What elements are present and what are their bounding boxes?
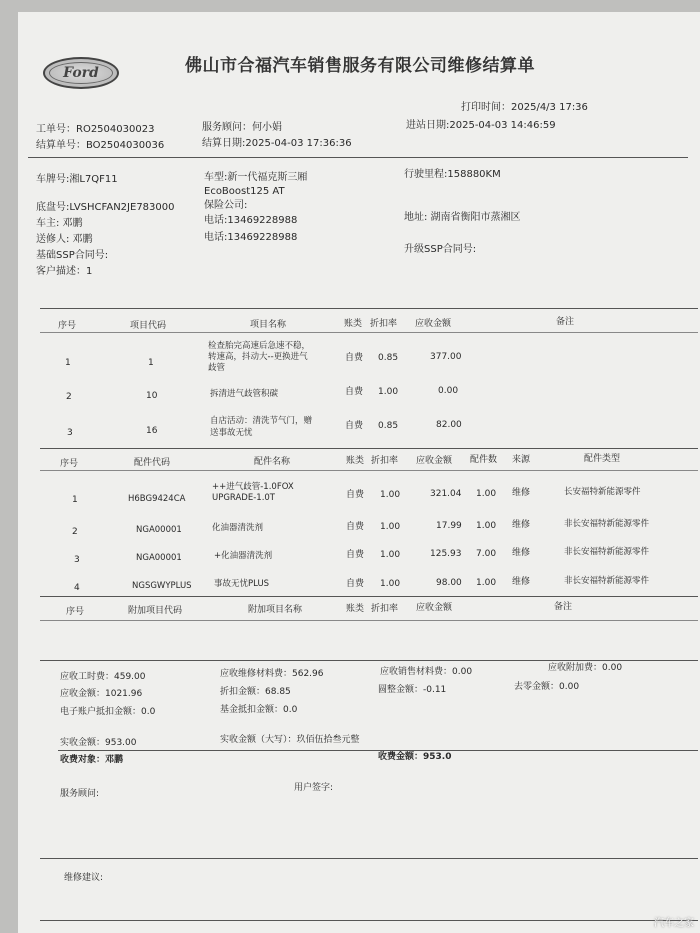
parts-row-4-code: NGSGWYPLUS bbox=[132, 581, 192, 591]
summary-top bbox=[40, 660, 698, 661]
parts-row-2-type: 非长安福特新能源零件 bbox=[564, 519, 650, 529]
addition-fee: 应收附加费：0.00 bbox=[548, 663, 623, 673]
labor-header-remark: 备注 bbox=[556, 317, 575, 327]
labor-row-3-discount: 0.85 bbox=[378, 421, 399, 431]
user-signature: 用户签字: bbox=[294, 783, 334, 793]
labor-row-2-no: 2 bbox=[66, 392, 72, 402]
parts-header-source: 来源 bbox=[512, 455, 531, 465]
service-advisor: 服务顾问：何小娟 bbox=[202, 122, 282, 133]
parts-row-4-amount: 98.00 bbox=[436, 578, 462, 588]
settlement-sheet bbox=[18, 12, 700, 933]
parts-row-3-amount: 125.93 bbox=[430, 549, 462, 559]
labor-row-3-amount: 82.00 bbox=[436, 420, 462, 430]
parts-row-3-qty: 7.00 bbox=[476, 549, 497, 559]
payer: 收费对象：邓鹏 bbox=[60, 755, 124, 765]
parts-row-3-type: 非长安福特新能源零件 bbox=[564, 547, 650, 557]
extra-table-top bbox=[40, 596, 698, 597]
extra-header-line bbox=[40, 620, 698, 621]
parts-row-1-discount: 1.00 bbox=[380, 490, 401, 500]
basic-ssp: 基础SSP合同号: bbox=[36, 250, 109, 261]
parts-header-name: 配件名称 bbox=[254, 457, 291, 467]
parts-row-2-amount: 17.99 bbox=[436, 521, 462, 531]
parts-row-3-no: 3 bbox=[74, 555, 80, 565]
labor-row-3-name: 自店活动：清洗节气门，赠 送事故无忧 bbox=[210, 416, 313, 438]
extra-header-amount: 应收金额 bbox=[416, 603, 453, 613]
parts-row-2-source: 维修 bbox=[512, 520, 531, 530]
parts-header-qty: 配件数 bbox=[470, 455, 498, 465]
advisor-signature: 服务顾问: bbox=[60, 789, 100, 799]
parts-header-amount: 应收金额 bbox=[416, 456, 453, 466]
parts-row-2-account: 自费 bbox=[346, 522, 365, 532]
arrival-date: 进站日期:2025-04-03 14:46:59 bbox=[406, 120, 556, 131]
labor-header-name: 项目名称 bbox=[250, 320, 287, 330]
labor-row-1-code: 1 bbox=[148, 358, 154, 368]
sales-material-fee: 应收销售材料费：0.00 bbox=[380, 667, 473, 677]
parts-table-top bbox=[40, 448, 698, 449]
settlement-no: 结算单号：BO2504030036 bbox=[36, 140, 165, 151]
sender: 送修人: 邓鹏 bbox=[36, 234, 93, 245]
fund-deduction: 基金抵扣金额：0.0 bbox=[220, 705, 298, 715]
repair-material-fee: 应收维修材料费：562.96 bbox=[220, 669, 324, 679]
extra-header-discount: 折扣率 bbox=[371, 604, 399, 614]
vin: 底盘号:LVSHCFAN2JE783000 bbox=[36, 202, 175, 213]
labor-row-3-code: 16 bbox=[146, 426, 158, 436]
parts-header-type: 配件类型 bbox=[584, 454, 621, 464]
parts-row-4-account: 自费 bbox=[346, 579, 365, 589]
labor-row-1-amount: 377.00 bbox=[430, 352, 462, 362]
parts-row-2-name: 化油器清洗剂 bbox=[212, 523, 264, 533]
labor-header-account: 账类 bbox=[344, 319, 363, 329]
actual-amount: 实收金额：953.00 bbox=[60, 738, 137, 748]
owner-phone: 电话:13469228988 bbox=[204, 215, 298, 226]
mileage: 行驶里程:158880KM bbox=[404, 169, 501, 180]
rounding-amount: 圆整金额：-0.11 bbox=[378, 685, 447, 695]
parts-header-discount: 折扣率 bbox=[371, 456, 399, 466]
parts-row-1-code: H6BG9424CA bbox=[128, 494, 186, 504]
parts-row-3-code: NGA00001 bbox=[136, 553, 182, 563]
extra-header-remark: 备注 bbox=[554, 602, 573, 612]
car-model-engine: EcoBoost125 AT bbox=[204, 186, 285, 197]
labor-header-code: 项目代码 bbox=[130, 321, 167, 331]
extra-header-code: 附加项目代码 bbox=[128, 606, 183, 616]
ford-logo bbox=[43, 57, 119, 89]
parts-row-4-type: 非长安福特新能源零件 bbox=[564, 576, 650, 586]
extra-header-name: 附加项目名称 bbox=[248, 605, 303, 615]
labor-row-1-name: 检查胎完高速后急速不稳， 转速高，抖动大--更换进气 歧管 bbox=[208, 341, 311, 373]
receivable-amount: 应收金额：1021.96 bbox=[60, 689, 143, 699]
parts-row-3-source: 维修 bbox=[512, 548, 531, 558]
parts-header-no: 序号 bbox=[60, 459, 79, 469]
labor-row-2-amount: 0.00 bbox=[438, 386, 459, 396]
upgrade-ssp: 升级SSP合同号: bbox=[404, 244, 477, 255]
labor-row-2-discount: 1.00 bbox=[378, 387, 399, 397]
parts-row-1-amount: 321.04 bbox=[430, 489, 462, 499]
parts-row-1-qty: 1.00 bbox=[476, 489, 497, 499]
sender-phone: 电话:13469228988 bbox=[204, 232, 298, 243]
actual-amount-uppercase: 实收金额（大写）：玖佰伍拾叁元整 bbox=[220, 735, 360, 745]
extra-header-no: 序号 bbox=[66, 607, 85, 617]
watermark: 汽车之家 bbox=[654, 918, 694, 929]
parts-row-4-qty: 1.00 bbox=[476, 578, 497, 588]
labor-row-1-account: 自费 bbox=[345, 353, 364, 363]
parts-row-1-source: 维修 bbox=[512, 488, 531, 498]
settlement-date: 结算日期:2025-04-03 17:36:36 bbox=[202, 138, 352, 149]
labor-header-no: 序号 bbox=[58, 321, 77, 331]
labor-row-3-no: 3 bbox=[67, 428, 73, 438]
ford-logo-text: Ford bbox=[49, 62, 113, 84]
parts-row-2-code: NGA00001 bbox=[136, 525, 182, 535]
parts-row-4-source: 维修 bbox=[512, 577, 531, 587]
parts-row-4-discount: 1.00 bbox=[380, 579, 401, 589]
parts-row-2-qty: 1.00 bbox=[476, 521, 497, 531]
labor-row-2-code: 10 bbox=[146, 391, 158, 401]
labor-fee: 应收工时费：459.00 bbox=[60, 672, 146, 682]
suggestion-bottom bbox=[40, 920, 698, 921]
extra-header-account: 账类 bbox=[346, 604, 365, 614]
parts-row-1-no: 1 bbox=[72, 495, 78, 505]
owner: 车主: 邓鹏 bbox=[36, 218, 83, 229]
divider bbox=[28, 157, 688, 158]
labor-row-1-discount: 0.85 bbox=[378, 353, 399, 363]
document-title: 佛山市合福汽车销售服务有限公司维修结算单 bbox=[185, 56, 535, 76]
repair-suggestion: 维修建议: bbox=[64, 873, 104, 883]
parts-row-3-name: +化油器清洗剂 bbox=[214, 551, 273, 561]
labor-table-top bbox=[40, 308, 698, 309]
parts-header-code: 配件代码 bbox=[134, 458, 171, 468]
parts-row-1-type: 长安福特新能源零件 bbox=[564, 487, 641, 497]
labor-header-line bbox=[40, 332, 698, 333]
parts-row-1-account: 自费 bbox=[346, 490, 365, 500]
parts-row-3-account: 自费 bbox=[346, 550, 365, 560]
parts-row-2-no: 2 bbox=[72, 527, 78, 537]
parts-header-account: 账类 bbox=[346, 456, 365, 466]
work-order-no: 工单号：RO2504030023 bbox=[36, 124, 155, 135]
parts-row-1-name: ++进气歧管-1.0FOX UPGRADE-1.0T bbox=[212, 482, 294, 503]
labor-row-1-no: 1 bbox=[65, 358, 71, 368]
zero-removal-amount: 去零金额：0.00 bbox=[514, 682, 580, 692]
labor-header-amount: 应收金额 bbox=[415, 319, 452, 329]
suggestion-top bbox=[40, 858, 698, 859]
labor-row-3-account: 自费 bbox=[345, 421, 364, 431]
print-time: 打印时间：2025/4/3 17:36 bbox=[461, 102, 588, 113]
labor-header-discount: 折扣率 bbox=[370, 319, 398, 329]
plate-number: 车牌号:湘L7QF11 bbox=[36, 174, 118, 185]
insurance-company: 保险公司: bbox=[204, 200, 248, 211]
car-model: 车型:新一代福克斯三厢 bbox=[204, 172, 308, 183]
parts-row-2-discount: 1.00 bbox=[380, 522, 401, 532]
labor-row-2-name: 拆清进气歧管积碳 bbox=[210, 389, 279, 399]
parts-row-4-no: 4 bbox=[74, 583, 80, 593]
discount-amount: 折扣金额：68.85 bbox=[220, 687, 291, 697]
parts-header-line bbox=[40, 470, 698, 471]
address: 地址: 湖南省衡阳市蒸湘区 bbox=[404, 212, 521, 223]
parts-row-4-name: 事故无忧PLUS bbox=[214, 579, 270, 589]
customer-description: 客户描述：1 bbox=[36, 266, 93, 277]
labor-row-2-account: 自费 bbox=[345, 387, 364, 397]
ecard-deduction: 电子账户抵扣金额：0.0 bbox=[60, 707, 156, 717]
parts-row-3-discount: 1.00 bbox=[380, 550, 401, 560]
charge-amount: 收费金额：953.0 bbox=[378, 752, 452, 762]
